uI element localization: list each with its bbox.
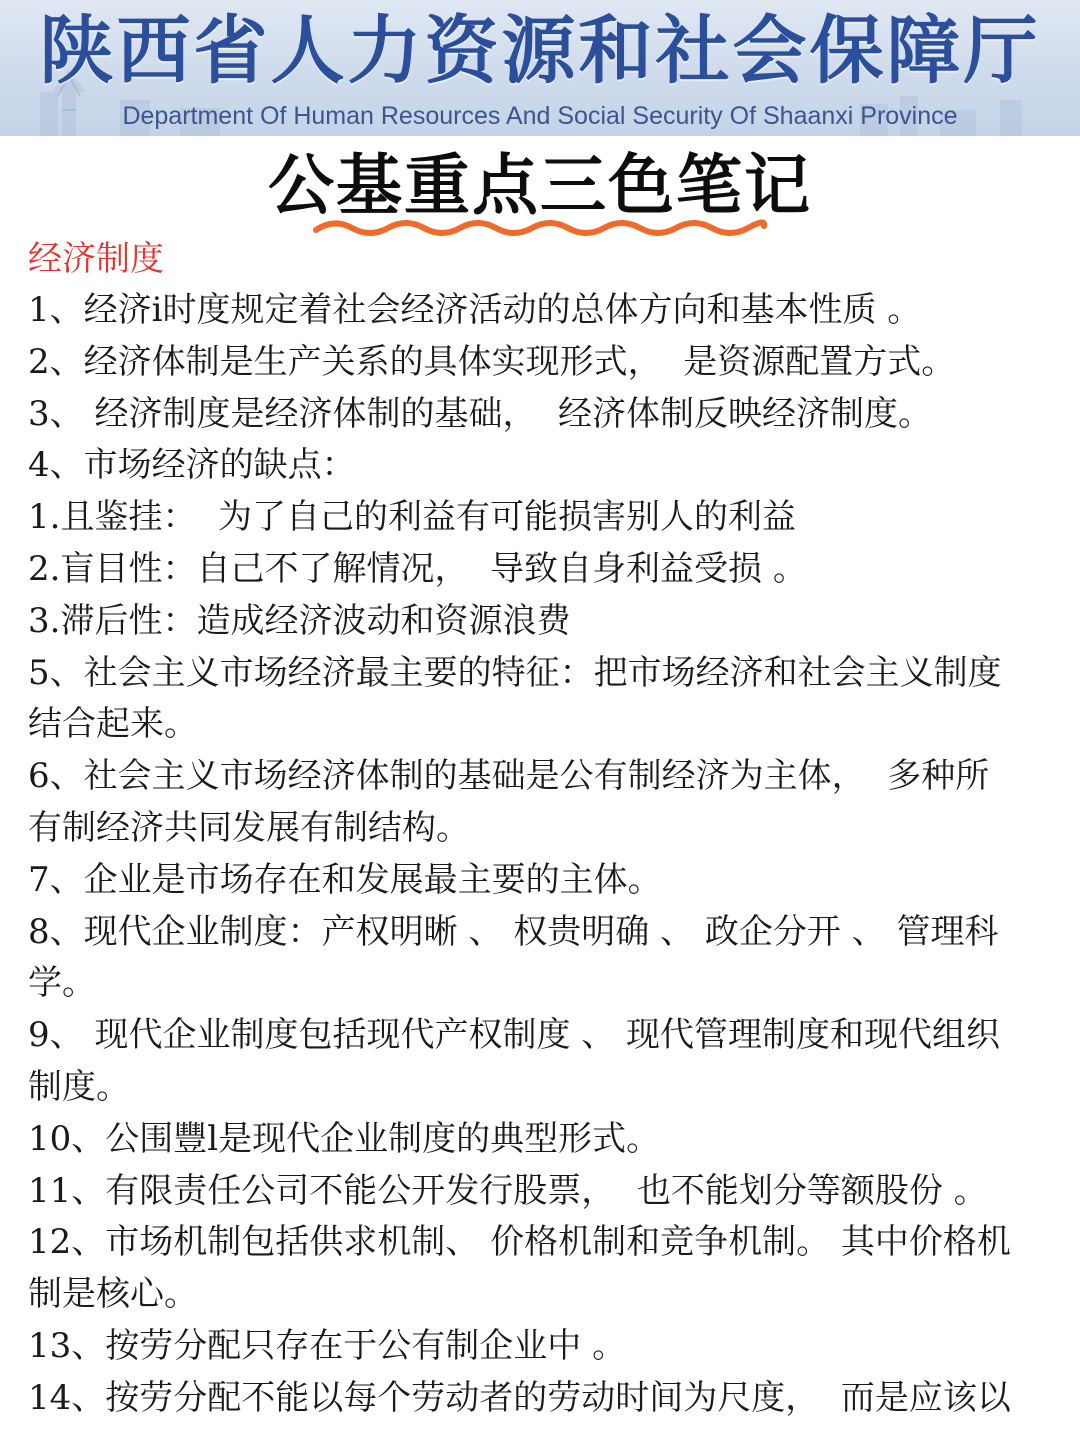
note-line: 7、企业是市场存在和发展最主要的主体。 xyxy=(28,859,662,900)
note-line: 结合起来。 xyxy=(28,704,198,745)
note-line: 4、市场经济的缺点： xyxy=(28,445,356,486)
note-line: 9、 现代企业制度包括现代产权制度 、 现代管理制度和现代组织 xyxy=(28,1015,1001,1056)
note-line: 8、现代企业制度：产权明晰 、 权贵明确 、 政企分开 、 管理科 xyxy=(28,911,999,952)
header-banner xyxy=(0,0,1080,136)
note-line: 制度。 xyxy=(28,1066,130,1107)
note-line: 12、市场机制包括供求机制、 价格机制和竞争机制。 其中价格机 xyxy=(28,1222,1011,1263)
note-line: 2、经济体制是生产关系的具体实现形式， 是资源配置方式。 xyxy=(28,341,956,382)
note-line: 3.滞后性：造成经济波动和资源浪费 xyxy=(28,600,571,641)
note-line: 6、社会主义市场经济体制的基础是公有制经济为主体， 多种所 xyxy=(28,756,990,797)
note-line: 13、按劳分配只存在于公有制企业中 。 xyxy=(28,1325,627,1366)
note-line: 制是核心。 xyxy=(28,1274,198,1315)
note-line: 14、按劳分配不能以每个劳动者的劳动时间为尺度， 而是应该以 xyxy=(28,1377,1011,1418)
section-heading: 经济制度 xyxy=(28,239,164,279)
note-line: 1.且鉴挂： 为了自己的利益有可能损害别人的利益 xyxy=(28,497,797,538)
note-line: 11、有限责任公司不能公开发行股票， 也不能划分等额股份 。 xyxy=(28,1170,988,1211)
banner-title: 陕西省人力资源和社会保障厅 xyxy=(39,8,1041,94)
note-line: 5、社会主义市场经济最主要的特征：把市场经济和社会主义制度 xyxy=(28,652,1002,693)
note-line: 学。 xyxy=(28,963,96,1004)
note-line: 1、经济i时度规定着社会经济活动的总体方向和基本性质 。 xyxy=(28,290,922,330)
note-line: 有制经济共同发展有制结构。 xyxy=(28,807,470,848)
banner-subtitle: Department Of Human Resources And Social Security Of Shaanxi Province xyxy=(122,102,958,130)
note-line: 2.盲目性：自己不了解情况， 导致自身利益受损 。 xyxy=(28,548,807,589)
page-title: 公基重点三色笔记 xyxy=(268,146,812,224)
notes-content xyxy=(28,233,1058,1425)
note-line: 3、 经济制度是经济体制的基础， 经济体制反映经济制度。 xyxy=(28,393,933,434)
note-line: 10、公围豐l是现代企业制度的典型形式。 xyxy=(28,1118,661,1159)
